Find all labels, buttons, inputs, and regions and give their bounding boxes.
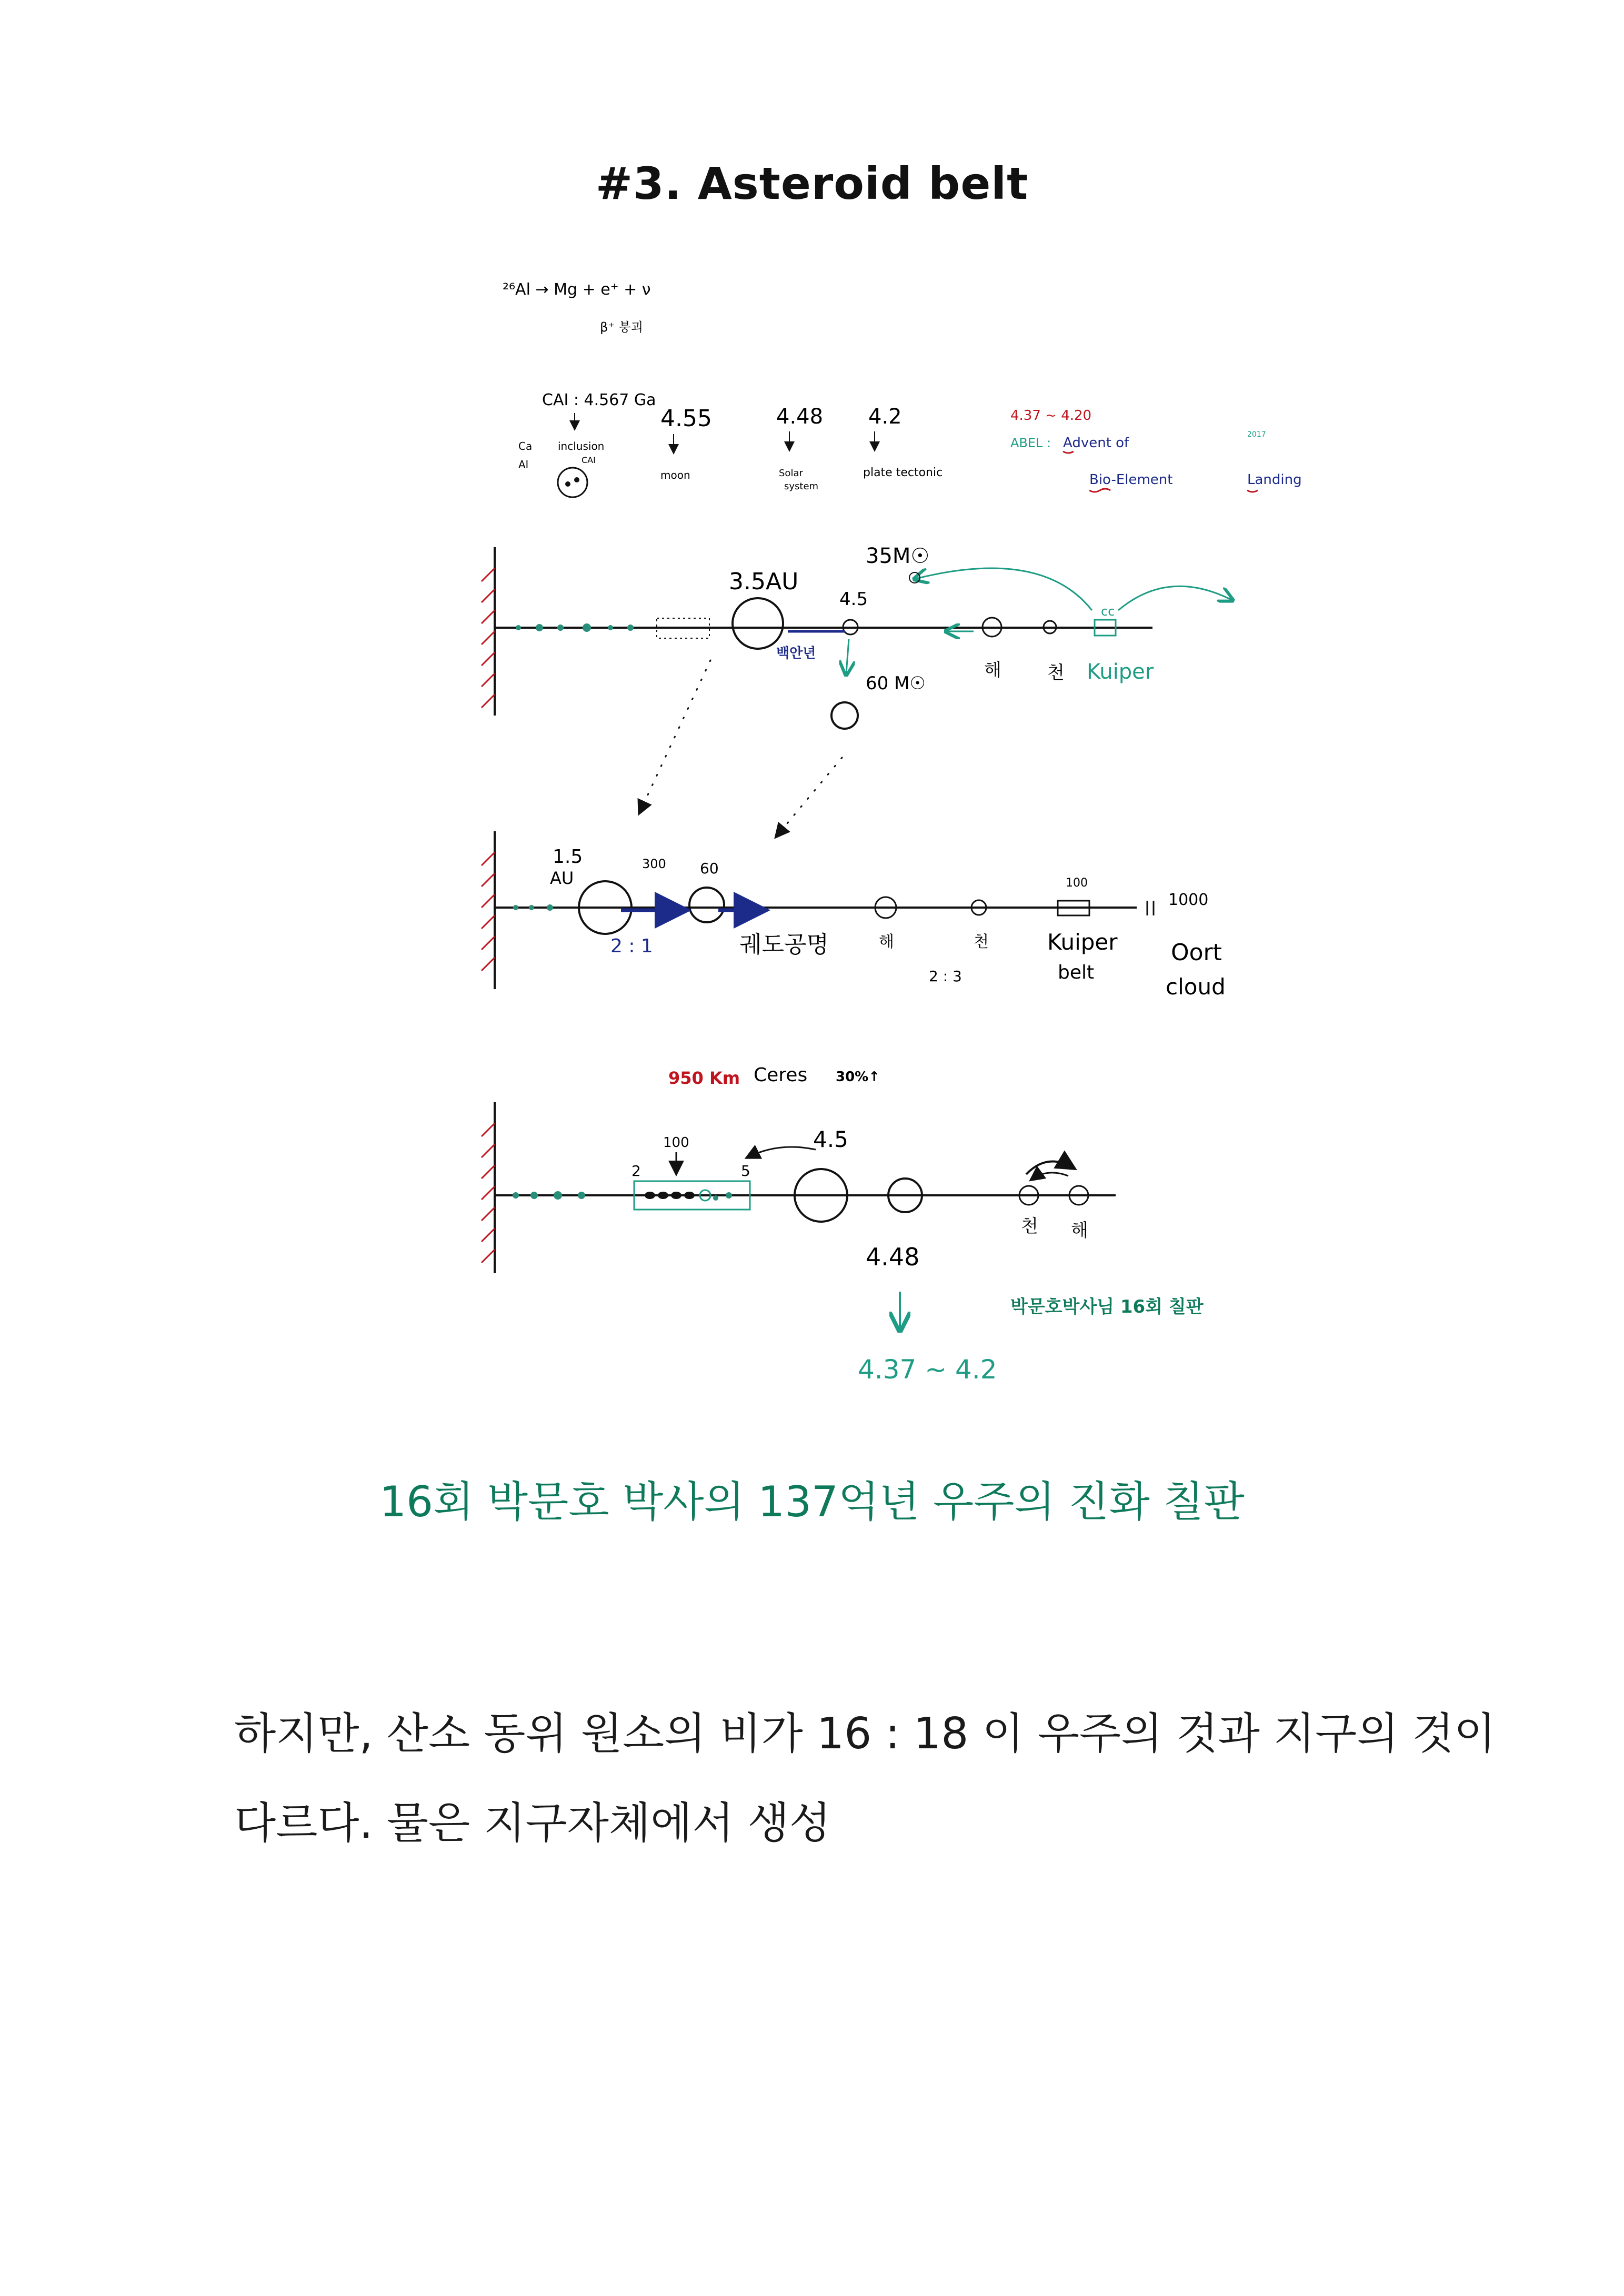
d1-hae-label: 해 (984, 660, 1001, 681)
jupiter-planet (733, 598, 783, 649)
diagram-2 (482, 831, 1226, 1000)
d3-pct-label: 30%↑ (836, 1069, 880, 1085)
d2-oort-label: Oort (1171, 939, 1222, 966)
page-title: #3. Asteroid belt (595, 158, 1029, 209)
d2-belt-label: belt (1058, 962, 1095, 983)
d2-ratio-21: 2 : 1 (610, 935, 653, 957)
whiteboard-drawing (453, 253, 1337, 1431)
d2-kuiper-label: Kuiper (1047, 929, 1118, 955)
ca-label: Ca (518, 440, 533, 452)
top-notes (503, 280, 1302, 497)
year-label: 2017 (1247, 430, 1266, 439)
d3-value-100: 100 (663, 1135, 689, 1151)
d2-hae-label: 해 (879, 933, 894, 951)
moon-label: moon (660, 469, 690, 481)
age-455: 4.55 (660, 405, 712, 432)
inclusion-label: inclusion (558, 440, 605, 452)
d2-cheon-label: 천 (974, 933, 989, 951)
d3-value-5: 5 (741, 1162, 750, 1180)
cai-label: CAI : 4.567 Ga (542, 391, 656, 409)
d2-ratio-23: 2 : 3 (929, 968, 962, 985)
d2-value-300: 300 (642, 857, 666, 871)
d2-orbit-label: 궤도공명 (739, 931, 829, 958)
d2-value-15: 1.5 (553, 846, 583, 868)
age-42: 4.2 (868, 405, 902, 429)
d3-value-2: 2 (631, 1162, 641, 1180)
abel-range: 4.37 ~ 4.20 (1010, 408, 1092, 424)
abel-label: ABEL : (1010, 436, 1051, 450)
system-label: system (784, 481, 819, 492)
diagram-1 (482, 544, 1231, 837)
d1-mass-60: 60 M☉ (866, 673, 926, 694)
bio-element-label: Bio-Element (1089, 472, 1173, 488)
d1-cheon-label: 천 (1047, 662, 1065, 683)
d3-cheon-label: 천 (1021, 1216, 1038, 1237)
paragraph-line-1: 하지만, 산소 동위 원소의 비가 16 : 18 이 우주의 것과 지구의 것이 (234, 1709, 1496, 1759)
d3-hae-label: 해 (1071, 1220, 1088, 1241)
d3-value-448: 4.48 (866, 1243, 920, 1271)
d3-range-label: 4.37 ~ 4.2 (858, 1354, 997, 1385)
solar-label: Solar (779, 468, 803, 479)
paragraph-line-2: 다르다. 물은 지구자체에서 생성 (234, 1798, 831, 1848)
d3-value-45: 4.5 (813, 1126, 848, 1152)
d2-value-1000: 1000 (1168, 891, 1209, 909)
age-448: 4.48 (776, 405, 824, 429)
al-label: Al (518, 458, 529, 471)
advent-label: Advent of (1063, 435, 1129, 451)
d1-cc-label: cc (1101, 604, 1115, 619)
d1-baekan-label: 백안년 (776, 646, 816, 661)
d2-value-60: 60 (700, 860, 719, 877)
d1-au-label: 3.5AU (729, 568, 799, 595)
cai-small-label: CAI (582, 455, 596, 465)
d3-km-label: 950 Km (668, 1068, 740, 1088)
d1-kuiper-label: Kuiper (1087, 660, 1154, 684)
d1-mass-35: 35M☉ (866, 544, 930, 568)
d2-au-label: AU (550, 868, 574, 888)
beta-decay-label: β⁺ 붕괴 (600, 320, 643, 335)
d2-cloud-label: cloud (1166, 974, 1226, 1000)
diagram-3 (482, 1064, 1204, 1385)
d3-ceres-label: Ceres (754, 1064, 808, 1086)
whiteboard-figure (453, 253, 1337, 1431)
plate-tectonic-label: plate tectonic (863, 466, 943, 479)
d2-value-100: 100 (1066, 877, 1088, 890)
cai-inclusion-icon (558, 468, 587, 497)
d3-credit-label: 박문호박사님 16회 칠판 (1010, 1296, 1204, 1317)
figure-caption: 16회 박문호 박사의 137억년 우주의 진화 칠판 (379, 1477, 1245, 1526)
landing-label: Landing (1247, 472, 1302, 488)
d1-value-45: 4.5 (839, 589, 868, 610)
decay-formula: ²⁶Al → Mg + e⁺ + ν (503, 280, 651, 299)
